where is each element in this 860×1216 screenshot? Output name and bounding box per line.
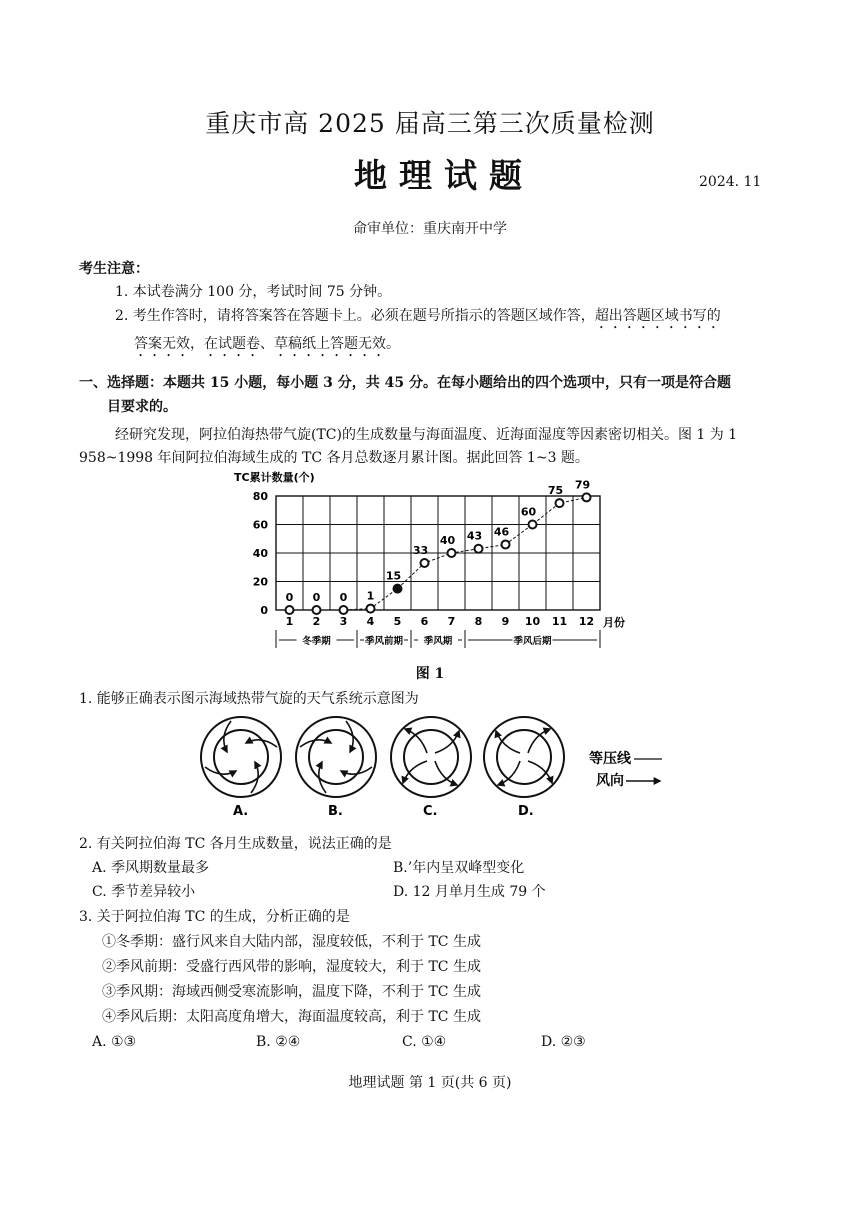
page-footer: 地理试题 第 1 页(共 6 页) — [348, 1075, 512, 1091]
diagram-c — [391, 717, 471, 819]
question-2-stem: 2. 有关阿拉伯海 TC 各月生成数量，说法正确的是 — [79, 836, 392, 852]
notice-item-1: 1. 本试卷满分 100 分，考试时间 75 分钟。 — [115, 284, 392, 300]
chart-y-ticks — [253, 490, 269, 617]
figure-caption: 图 1 — [415, 666, 445, 682]
chart-data-label: 33 — [412, 543, 429, 557]
option-c-label: C. — [423, 804, 438, 819]
chart-x-tick-label: 8 — [474, 615, 483, 628]
question-2-option-c: C. 季节差异较小 — [92, 884, 196, 900]
chart-y-tick-label: 60 — [252, 518, 268, 532]
option-d-label: D. — [518, 804, 534, 819]
notice-heading: 考生注意： — [79, 261, 149, 277]
chart-data-label: 0 — [285, 591, 294, 604]
chart-data-label: 46 — [493, 525, 510, 539]
intro-text: 经研究发现，阿拉伯海热带气旋(TC)的生成数量与海面温度、近海面湿度等因素密切相关。图 1 为 1 — [115, 427, 738, 443]
chart-data-label: 0 — [312, 591, 321, 604]
question-3-option-c: C. ①④ — [402, 1034, 447, 1050]
question-1-stem: 1. 能够正确表示图示海域热带气旋的天气系统示意图为 — [79, 691, 419, 707]
chart-point — [475, 545, 483, 553]
chart-y-tick-label: 40 — [252, 547, 268, 560]
diagram-b — [296, 717, 376, 819]
chart-x-tick-label: 5 — [393, 615, 402, 628]
chart-data-label: 43 — [466, 529, 483, 543]
chart-point — [367, 605, 375, 613]
chart-data-label: 1 — [366, 589, 375, 603]
subject-title: 地理试题 — [354, 156, 534, 195]
question-3-option-a: A. ①③ — [92, 1034, 137, 1050]
setter-unit: 命审单位：重庆南开中学 — [353, 221, 507, 237]
section-heading-cont: 目要求的。 — [107, 399, 177, 415]
chart-ylabel: TC累计数量(个) — [234, 471, 315, 484]
question-2-option-a: A. 季风期数量最多 — [92, 860, 210, 876]
notice-item-2-emphasis: 超出答题区域书写的 — [594, 308, 721, 324]
chart-data-label: 15 — [385, 569, 402, 583]
chart-grid — [276, 496, 600, 610]
option-a-label: A. — [233, 804, 249, 819]
question-3-statement-4: ④季风后期：太阳高度角增大，海面温度较高，利于 TC 生成 — [102, 1009, 481, 1025]
tc-cumulative-chart — [228, 466, 648, 661]
cyclone-diagrams — [196, 712, 666, 822]
question-2-option-d: D. 12 月单月生成 79 个 — [393, 884, 546, 900]
chart-period-label: 冬季期 — [302, 636, 331, 647]
chart-x-tick-label: 9 — [501, 615, 510, 628]
intro-text-cont: 958~1998 年间阿拉伯海域生成的 TC 各月总数逐月累计图。据此回答 1~3 题。 — [79, 450, 589, 466]
question-3-statement-2: ②季风前期：受盛行西风带的影响，湿度较大，利于 TC 生成 — [102, 959, 481, 975]
section-heading: 一、选择题：本题共 15 小题，每小题 3 分，共 45 分。在每小题给出的四个选项中，只有一项是符合题 — [79, 375, 731, 391]
chart-data-label: 75 — [547, 484, 564, 498]
chart-x-tick-label: 4 — [366, 615, 375, 628]
notice-item-2 — [115, 305, 721, 332]
chart-point — [502, 540, 510, 548]
chart-point — [556, 499, 564, 507]
chart-period-label: 季风后期 — [513, 636, 552, 647]
question-3-statement-1: ①冬季期：盛行风来自大陆内部，湿度较低，不利于 TC 生成 — [102, 934, 481, 950]
question-3-option-b: B. ②④ — [256, 1034, 301, 1050]
question-3-statement-3: ③季风期：海域西侧受寒流影响，温度下降，不利于 TC 生成 — [102, 984, 481, 1000]
chart-xlabel: 月份 — [603, 616, 625, 629]
chart-y-tick-label: 80 — [252, 490, 268, 503]
legend-isobar-label: 等压线 — [589, 751, 631, 767]
chart-period-label: 季风前期 — [364, 636, 404, 647]
chart-data-label: 79 — [574, 478, 591, 492]
diagram-d — [484, 717, 564, 819]
chart-periods — [276, 630, 600, 648]
exam-date: 2024. 11 — [699, 174, 762, 190]
question-2-option-b: B.’年内呈双峰型变化 — [393, 860, 525, 876]
chart-point — [394, 585, 402, 593]
chart-point — [313, 606, 321, 614]
chart-x-tick-label: 2 — [312, 615, 321, 628]
chart-x-tick-label: 12 — [578, 615, 595, 628]
chart-point — [421, 559, 429, 567]
chart-x-ticks — [286, 615, 594, 628]
question-3-option-d: D. ②③ — [541, 1034, 586, 1050]
chart-point — [583, 493, 591, 501]
chart-data-label: 40 — [439, 534, 456, 547]
chart-point — [340, 606, 348, 614]
chart-point — [286, 606, 294, 614]
chart-y-tick-label: 0 — [260, 604, 268, 617]
chart-x-tick-label: 3 — [339, 615, 348, 628]
exam-title: 重庆市高 2025 届高三第三次质量检测 — [205, 109, 655, 138]
chart-point — [448, 549, 456, 557]
question-3-stem: 3. 关于阿拉伯海 TC 的生成，分析正确的是 — [79, 909, 350, 925]
chart-period-label: 季风期 — [423, 636, 453, 647]
chart-x-tick-label: 10 — [524, 615, 541, 628]
chart-y-tick-label: 20 — [252, 575, 268, 589]
chart-data-label: 60 — [520, 505, 537, 519]
chart-data-label: 0 — [339, 591, 348, 604]
diagram-a — [201, 717, 281, 819]
diagram-legend — [589, 750, 662, 789]
chart-x-tick-label: 6 — [420, 615, 429, 628]
chart-x-tick-label: 11 — [551, 615, 568, 628]
chart-x-tick-label: 1 — [285, 615, 294, 628]
chart-x-tick-label: 7 — [447, 615, 456, 628]
notice-item-2-text: 2. 考生作答时，请将答案答在答题卡上。必须在题号所指示的答题区域作答， — [115, 308, 595, 324]
legend-wind-label: 风向 — [596, 773, 624, 789]
option-b-label: B. — [328, 804, 343, 819]
chart-point — [529, 521, 537, 529]
notice-item-2-cont: 答案无效，在试题卷、草稿纸上答题无效。 — [134, 336, 400, 352]
